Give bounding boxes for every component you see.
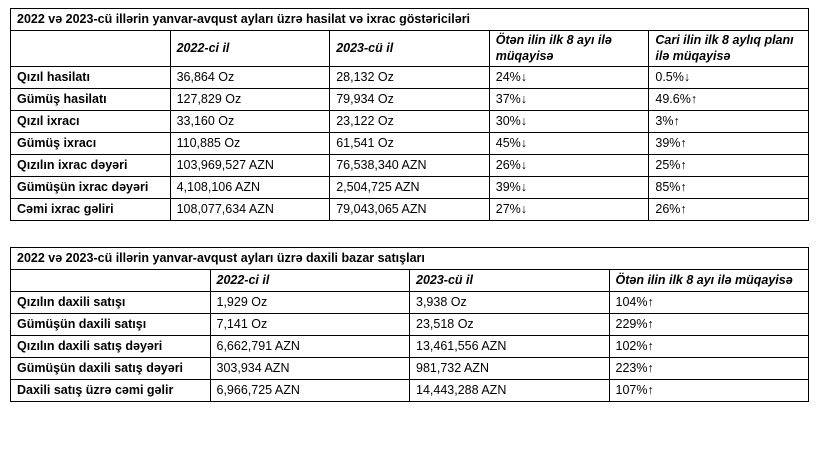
table1-row6-col2: 79,043,065 AZN — [330, 199, 490, 221]
table1-row2-col1: 33,160 Oz — [170, 111, 330, 133]
table2-row0-col3: 104%↑ — [609, 292, 809, 314]
table2-row1-label: Gümüşün daxili satışı — [11, 314, 211, 336]
table2-row2-label: Qızılın daxili satış dəyəri — [11, 336, 211, 358]
table1-row4-label: Qızılın ixrac dəyəri — [11, 155, 171, 177]
table2-row4-col3: 107%↑ — [609, 380, 809, 402]
table1-row2-col2: 23,122 Oz — [330, 111, 490, 133]
table-row — [11, 199, 809, 221]
table1-row3-label: Gümüş ixracı — [11, 133, 171, 155]
table1-row5-col1: 4,108,106 AZN — [170, 177, 330, 199]
table2-header-2: 2023-cü il — [410, 270, 610, 292]
table1-row2-label: Qızıl ixracı — [11, 111, 171, 133]
table1-row4-col4: 25%↑ — [649, 155, 809, 177]
table-row — [11, 314, 809, 336]
table2-row0-label: Qızılın daxili satışı — [11, 292, 211, 314]
table1-header-4: Cari ilin ilk 8 aylıq planı ilə müqayisə — [649, 31, 809, 67]
table1-title: 2022 və 2023-cü illərin yanvar-avqust ayları üzrə hasilat və ixrac göstəriciləri — [11, 9, 809, 31]
table2-row2-col3: 102%↑ — [609, 336, 809, 358]
table1-row2-col3: 30%↓ — [489, 111, 649, 133]
table-header-row — [11, 270, 809, 292]
table1-row3-col3: 45%↓ — [489, 133, 649, 155]
table-gap-divider — [10, 221, 809, 247]
table-row — [11, 133, 809, 155]
table1-row0-col3: 24%↓ — [489, 67, 649, 89]
table-row — [11, 292, 809, 314]
table1-header-0 — [11, 31, 171, 67]
table1-row6-label: Cəmi ixrac gəliri — [11, 199, 171, 221]
table-row — [11, 155, 809, 177]
table1-row1-label: Gümüş hasilatı — [11, 89, 171, 111]
table-title-row — [11, 9, 809, 31]
table1-row5-col2: 2,504,725 AZN — [330, 177, 490, 199]
table2-row1-col3: 229%↑ — [609, 314, 809, 336]
table1-row6-col1: 108,077,634 AZN — [170, 199, 330, 221]
table1-row6-col3: 27%↓ — [489, 199, 649, 221]
table-title-row — [11, 248, 809, 270]
table1-row6-col4: 26%↑ — [649, 199, 809, 221]
table1-row4-col3: 26%↓ — [489, 155, 649, 177]
table2-row3-col3: 223%↑ — [609, 358, 809, 380]
table1-header-1: 2022-ci il — [170, 31, 330, 67]
table2-row0-col2: 3,938 Oz — [410, 292, 610, 314]
table1-row2-col4: 3%↑ — [649, 111, 809, 133]
table1-row3-col1: 110,885 Oz — [170, 133, 330, 155]
table2-title: 2022 və 2023-cü illərin yanvar-avqust ayları üzrə daxili bazar satışları — [11, 248, 809, 270]
domestic-sales-table — [10, 247, 809, 402]
table2-row4-label: Daxili satış üzrə cəmi gəlir — [11, 380, 211, 402]
table2-row1-col2: 23,518 Oz — [410, 314, 610, 336]
table1-header-2: 2023-cü il — [330, 31, 490, 67]
table2-row3-col2: 981,732 AZN — [410, 358, 610, 380]
table2-header-3: Ötən ilin ilk 8 ayı ilə müqayisə — [609, 270, 809, 292]
table-row — [11, 111, 809, 133]
table1-row5-col4: 85%↑ — [649, 177, 809, 199]
production-export-table — [10, 8, 809, 221]
table-row — [11, 67, 809, 89]
table2-row0-col1: 1,929 Oz — [210, 292, 410, 314]
table-row — [11, 358, 809, 380]
table1-row1-col1: 127,829 Oz — [170, 89, 330, 111]
table1-row3-col4: 39%↑ — [649, 133, 809, 155]
table1-row3-col2: 61,541 Oz — [330, 133, 490, 155]
table1-row4-col1: 103,969,527 AZN — [170, 155, 330, 177]
table1-row1-col4: 49.6%↑ — [649, 89, 809, 111]
table1-header-3: Ötən ilin ilk 8 ayı ilə müqayisə — [489, 31, 649, 67]
table-row — [11, 177, 809, 199]
table1-row5-label: Gümüşün ixrac dəyəri — [11, 177, 171, 199]
table1-row1-col2: 79,934 Oz — [330, 89, 490, 111]
table2-row1-col1: 7,141 Oz — [210, 314, 410, 336]
table-row — [11, 89, 809, 111]
table-header-row — [11, 31, 809, 67]
table2-header-0 — [11, 270, 211, 292]
table2-header-1: 2022-ci il — [210, 270, 410, 292]
table1-row5-col3: 39%↓ — [489, 177, 649, 199]
table1-row0-label: Qızıl hasilatı — [11, 67, 171, 89]
table1-row1-col3: 37%↓ — [489, 89, 649, 111]
table2-row4-col1: 6,966,725 AZN — [210, 380, 410, 402]
table2-row2-col2: 13,461,556 AZN — [410, 336, 610, 358]
table-row — [11, 336, 809, 358]
table2-row3-label: Gümüşün daxili satış dəyəri — [11, 358, 211, 380]
table1-row0-col4: 0.5%↓ — [649, 67, 809, 89]
table1-row4-col2: 76,538,340 AZN — [330, 155, 490, 177]
table2-row2-col1: 6,662,791 AZN — [210, 336, 410, 358]
table2-row3-col1: 303,934 AZN — [210, 358, 410, 380]
table-row — [11, 380, 809, 402]
table1-row0-col2: 28,132 Oz — [330, 67, 490, 89]
table1-row0-col1: 36,864 Oz — [170, 67, 330, 89]
table2-row4-col2: 14,443,288 AZN — [410, 380, 610, 402]
